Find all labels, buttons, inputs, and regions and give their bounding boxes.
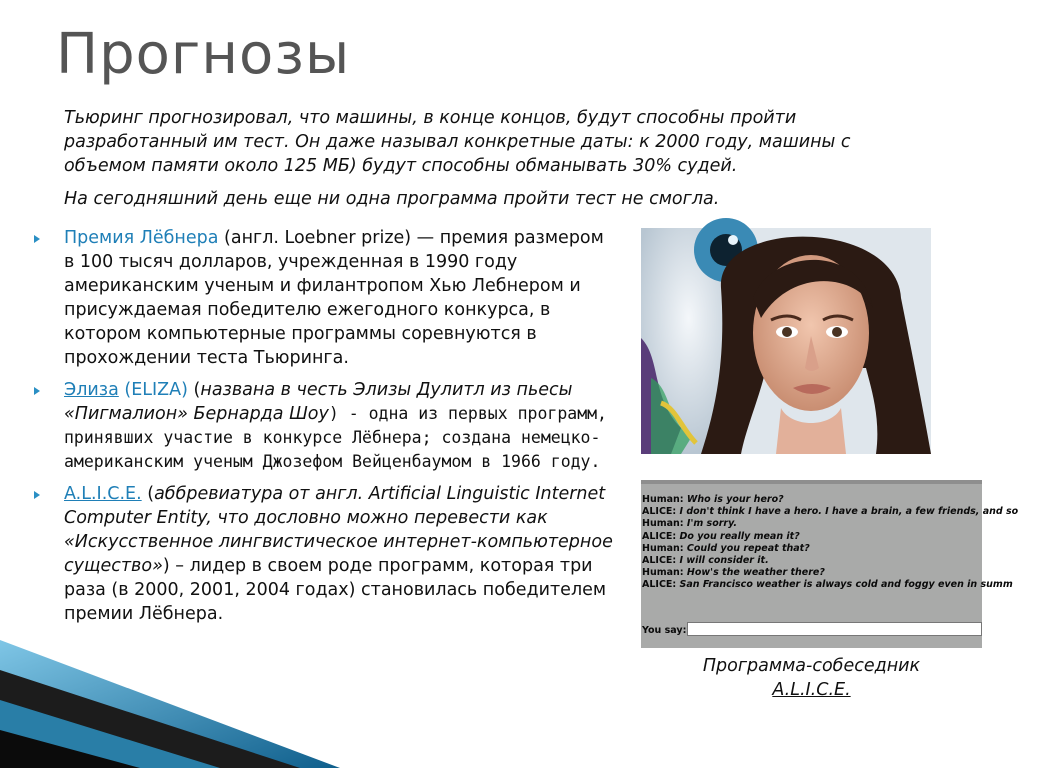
caption-line-1: Программа-собеседник <box>702 656 921 676</box>
alice-face-illustration <box>641 228 931 454</box>
chat-speaker: ALICE: <box>642 555 677 567</box>
alice-chat-screenshot <box>641 480 1019 648</box>
loebner-prize-text: (англ. Loebner prize) — премия размером в 100 тысяч долларов, учрежденная в 1990 году американским ученым и филантропом Хью Лебнером и присуждаемая победителю ежегодного конкурса, в котором компьютерные программы соревнуются в прохождении теста Тьюринга. <box>64 228 604 368</box>
chat-message: I'm sorry. <box>686 518 738 530</box>
chat-line <box>642 555 1042 567</box>
chat-speaker: Human: <box>642 542 684 554</box>
chat-line <box>642 494 1042 506</box>
chat-line <box>642 506 1042 518</box>
chat-speaker: ALICE: <box>642 579 677 591</box>
bullet-arrow-icon <box>34 491 40 499</box>
you-say-input[interactable] <box>687 622 982 636</box>
bullet-arrow-icon <box>34 235 40 243</box>
chat-speaker: Human: <box>642 494 684 505</box>
bullet-arrow-icon <box>34 387 40 395</box>
bullet-eliza <box>34 378 614 474</box>
chat-message: How's the weather there? <box>686 567 825 579</box>
chat-line <box>642 567 1042 579</box>
chat-line <box>642 579 1042 591</box>
chat-message: I will consider it. <box>679 555 769 567</box>
chat-message: Could you repeat that? <box>686 542 810 554</box>
decorative-wave-shape <box>0 600 340 768</box>
chat-line <box>642 531 1042 543</box>
intro-paragraph-1: Тьюринг прогнозировал, что машины, в конце концов, будут способны пройти разработанный им тест. Он даже называл конкретные даты: к 2000 году, машины с объемом памяти около 125 МБ) будут способны обманывать 30% судей. <box>64 108 851 176</box>
bullet-loebner <box>34 226 614 370</box>
intro-text <box>64 106 924 220</box>
chat-message: Do you really mean it? <box>679 530 800 542</box>
loebner-prize-term: Премия Лёбнера <box>64 228 219 248</box>
caption-alice-link[interactable]: A.L.I.C.E. <box>772 680 851 700</box>
chat-message: San Francisco weather is always cold and foggy even in summ <box>679 579 1013 591</box>
chat-line <box>642 543 1042 555</box>
you-say-row <box>641 622 982 642</box>
alice-character-image <box>641 228 931 454</box>
bullet-list <box>34 226 614 634</box>
chat-speaker: ALICE: <box>642 506 677 518</box>
eliza-italic-text: названа в честь Элизы Дулитл из пьесы «Пигмалион» Бернарда Шоу <box>64 380 573 424</box>
chat-speaker: Human: <box>642 567 684 579</box>
slide-title: Прогнозы <box>56 22 351 87</box>
alice-link[interactable]: A.L.I.C.E. <box>64 484 142 504</box>
chat-speaker: ALICE: <box>642 530 677 542</box>
alice-text: ) – лидер в своем роде программ, которая три раза (в 2000, 2001, 2004 годах) становилась победителем премии Лёбнера. <box>64 556 607 624</box>
chat-message: I don't think I have a hero. I have a brain, a few friends, and so <box>679 506 1019 518</box>
alice-italic-text: аббревиатура от англ. Artificial Linguistic Internet Computer Entity, что дословно можно перевести как «Искусственное лингвистическое интернет-компьютерное существо» <box>64 484 613 576</box>
eliza-link[interactable]: Элиза <box>64 380 119 400</box>
eliza-open-paren: ( <box>187 380 201 400</box>
eliza-term-latin: (ELIZA) <box>124 380 188 400</box>
chat-transcript <box>642 494 1042 592</box>
chat-line <box>642 518 1042 530</box>
chat-message: Who is your hero? <box>686 494 784 505</box>
alice-open-paren: ( <box>141 484 155 504</box>
image-caption <box>641 654 982 702</box>
chat-speaker: Human: <box>642 518 684 530</box>
eliza-text: ) - одна из первых программ, принявших участие в конкурсе Лёбнера; создана немецко-американским ученым Джозефом Вейценбаумом в 1966 году. <box>64 404 607 471</box>
intro-paragraph-2: На сегодняшний день еще ни одна программа пройти тест не смогла. <box>64 189 720 209</box>
you-say-label: You say: <box>642 625 687 636</box>
